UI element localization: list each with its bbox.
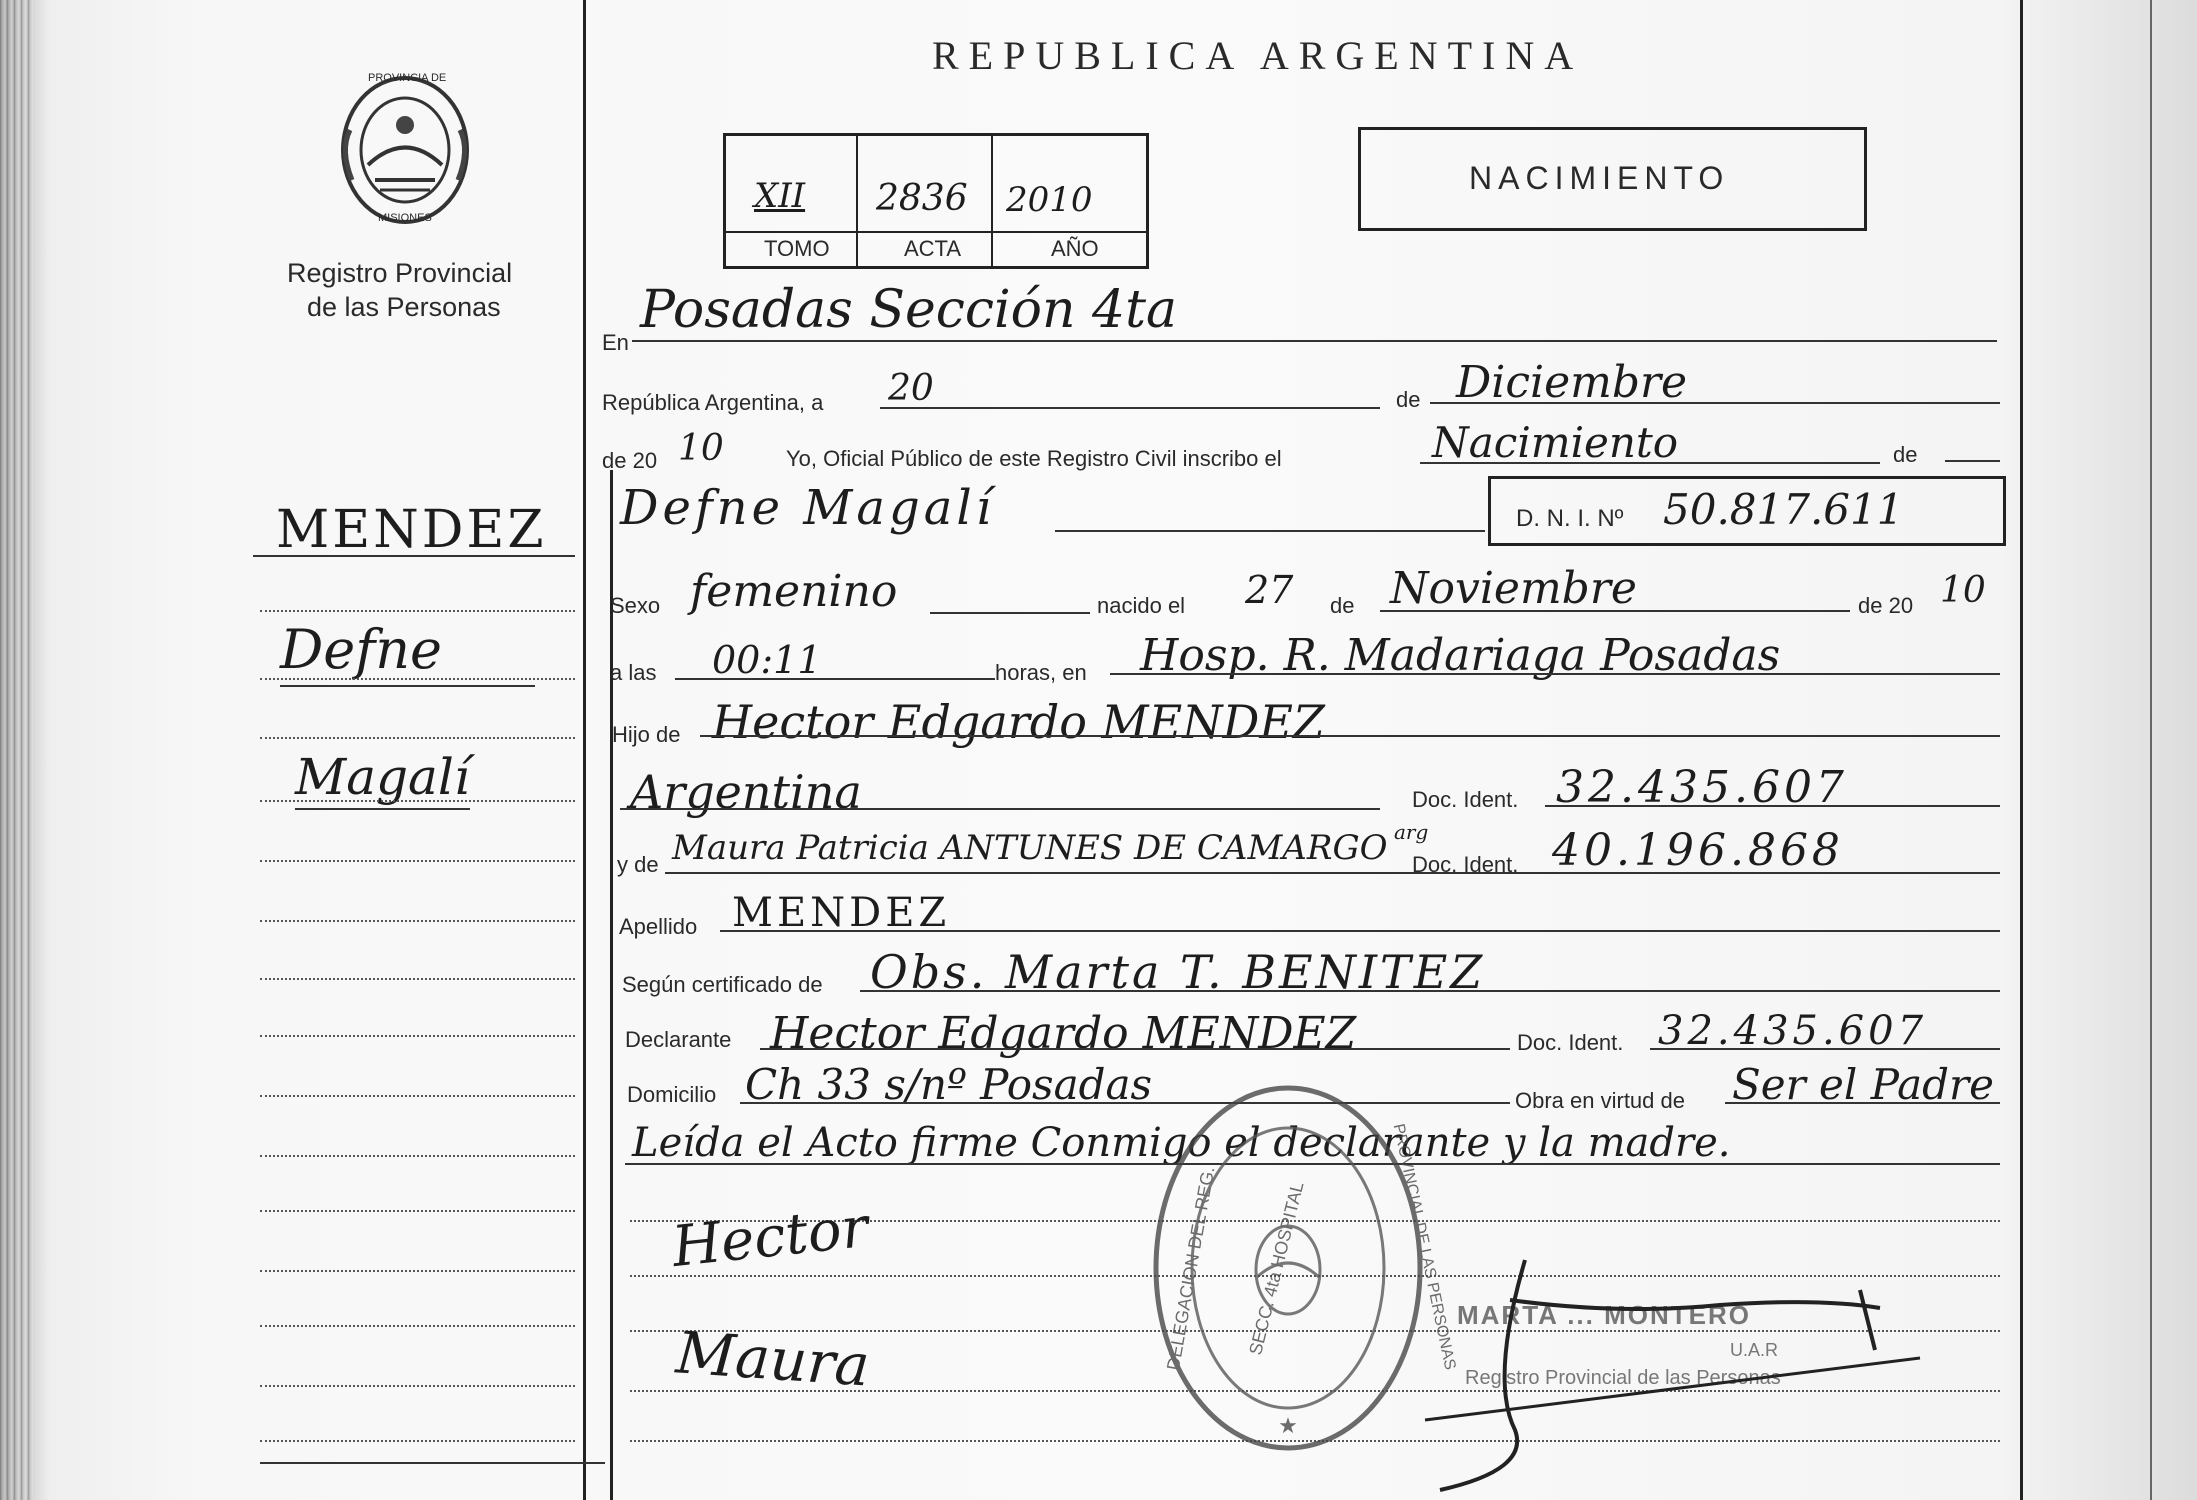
official-registry: Registro Provincial de las Personas	[1465, 1367, 1781, 1389]
hijo-label: Hijo de	[612, 722, 681, 747]
ano-label: AÑO	[1051, 236, 1099, 261]
father-nationality: Argentina	[630, 765, 862, 819]
father-doc-label: Doc. Ident.	[1412, 787, 1519, 812]
officer-text: Yo, Oficial Público de este Registro Civil inscribo el	[786, 446, 1282, 471]
form-right-rule	[2020, 0, 2023, 1500]
registry-name-line2: de las Personas	[307, 292, 501, 322]
father-signature: Hector	[669, 1194, 872, 1281]
stamp-inner: SECC. 4ta HOSPITAL	[1245, 1179, 1308, 1358]
declarante-label: Declarante	[625, 1027, 732, 1052]
birth-month: Noviembre	[1390, 563, 1637, 614]
birth-year-prefix: de 20	[1858, 593, 1914, 618]
declarante-doc: 32.435.607	[1658, 1008, 1928, 1054]
birth-year: 10	[1940, 570, 1986, 611]
seal-bottom-text: MISIONES	[378, 212, 432, 224]
year-value: 10	[678, 428, 724, 469]
stamp-outer-right: PROVINCIAL DE LAS PERSONAS	[1389, 1122, 1459, 1372]
obra-label: Obra en virtud de	[1515, 1088, 1685, 1113]
de-label-3: de	[1330, 593, 1355, 618]
domicilio-label: Domicilio	[627, 1082, 717, 1107]
misiones-seal-icon	[330, 70, 480, 230]
seal-top-text: PROVINCIA DE	[368, 72, 447, 84]
margin-surname: MENDEZ	[276, 500, 547, 560]
official-stamp	[1148, 1078, 1459, 1458]
mother-name: Maura Patricia ANTUNES DE CAMARGO	[672, 828, 1388, 868]
birth-day: 27	[1245, 568, 1294, 612]
apellido-label: Apellido	[619, 914, 698, 939]
certificado-value: Obs. Marta T. BENITEZ	[870, 945, 1486, 999]
sexo-value: femenino	[690, 566, 898, 617]
place-value: Hosp. R. Madariaga Posadas	[1140, 630, 1781, 681]
left-column-rule	[583, 0, 586, 1500]
month-value: Diciembre	[1456, 357, 1688, 408]
yde-label: y de	[617, 852, 659, 877]
mother-doc-label: Doc. Ident.	[1412, 852, 1519, 877]
mother-nationality: arg	[1394, 820, 1429, 844]
en-label: En	[602, 330, 629, 355]
page-edge-shadow	[0, 0, 34, 1500]
child-name: Defne Magalí	[620, 480, 996, 536]
official-signature-icon	[1420, 1240, 1940, 1500]
nacido-label: nacido el	[1097, 593, 1186, 618]
official-name: MARTA ... MONTERO	[1457, 1300, 1751, 1330]
sexo-label: Sexo	[610, 593, 661, 618]
acta-label: ACTA	[904, 236, 962, 261]
country-heading: REPUBLICA ARGENTINA	[932, 33, 1584, 78]
provincial-seal	[330, 70, 480, 230]
page-right-rule	[2150, 0, 2152, 1500]
registry-name-line1: Registro Provincial	[287, 258, 513, 288]
republica-label: República Argentina, a	[602, 390, 824, 415]
record-number-box	[723, 133, 1149, 269]
obra-value: Ser el Padre	[1732, 1060, 1994, 1109]
certificado-label: Según certificado de	[622, 972, 823, 997]
dni-box	[1488, 476, 2006, 546]
father-name: Hector Edgardo MENDEZ	[712, 695, 1325, 749]
dni-value: 50.817.611	[1663, 485, 1904, 534]
declarante-value: Hector Edgardo MENDEZ	[770, 1008, 1357, 1059]
de-label: de	[1396, 387, 1421, 412]
father-doc: 32.435.607	[1556, 762, 1848, 813]
en-value: Posadas Sección 4ta	[640, 280, 1177, 340]
apellido-value: MENDEZ	[732, 890, 951, 936]
domicilio-value: Ch 33 s/nº Posadas	[745, 1060, 1153, 1109]
de-label-2: de	[1893, 442, 1918, 467]
mother-signature: Maura	[673, 1318, 872, 1400]
horas-en-label: horas, en	[995, 660, 1087, 685]
tomo-label: TOMO	[764, 236, 830, 261]
act-value: Nacimiento	[1432, 418, 1679, 467]
year-prefix: de 20	[602, 448, 658, 473]
closing-text: Leída el Acto firme Conmigo el declarante y la madre.	[632, 1120, 1731, 1166]
acta-value: 2836	[876, 178, 968, 219]
tomo-value: XII	[754, 176, 806, 216]
declarante-doc-label: Doc. Ident.	[1517, 1030, 1624, 1055]
form-left-rule	[610, 470, 613, 1500]
ano-value: 2010	[1006, 180, 1093, 220]
day-value: 20	[888, 368, 934, 409]
hora-value: 00:11	[712, 638, 822, 682]
hora-label: a las	[610, 660, 657, 685]
margin-first-name: Defne	[280, 618, 442, 681]
official-title: U.A.R	[1730, 1340, 1779, 1360]
svg-text:★: ★	[1278, 1414, 1298, 1439]
stamp-outer-left: DELEGACION DEL REG.	[1162, 1165, 1219, 1372]
dni-label: D. N. I. Nº	[1516, 505, 1624, 532]
record-type-box	[1358, 127, 1867, 231]
mother-doc: 40.196.868	[1552, 825, 1844, 876]
margin-second-name: Magalí	[295, 748, 470, 806]
record-type-label: NACIMIENTO	[1469, 160, 1730, 196]
